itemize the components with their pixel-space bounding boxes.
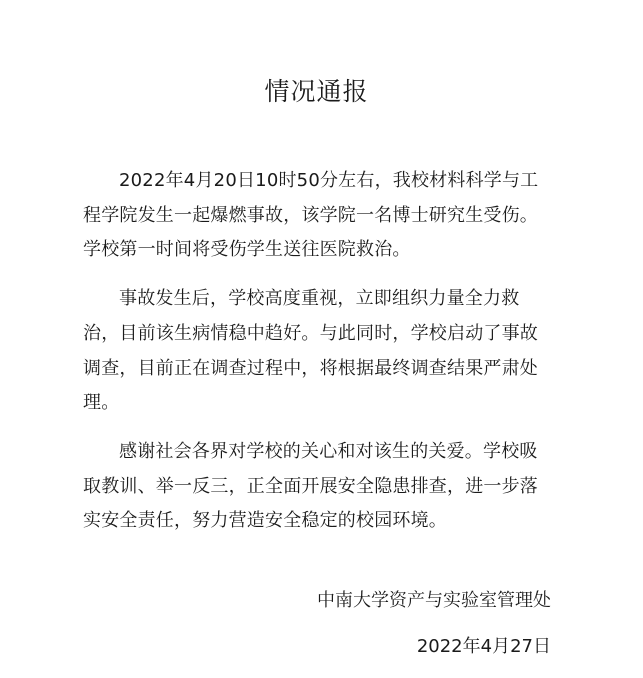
notice-paragraph-2: 事故发生后，学校高度重视，立即组织力量全力救治，目前该生病情稳中趋好。与此同时，学校启动了事故调查，目前正在调查过程中，将根据最终调查结果严肃处理。: [83, 288, 538, 414]
notice-body: [83, 164, 549, 553]
issuer-signature: 中南大学资产与实验室管理处: [317, 590, 551, 611]
notice-title: 情况通报: [264, 77, 369, 106]
issue-date: 2022年4月27日: [416, 636, 551, 657]
notice-paragraph-1: 2022年4月20日10时50分左右，我校材料科学与工程学院发生一起爆燃事故，该学院一名博士研究生受伤。学校第一时间将受伤学生送往医院救治。: [83, 170, 539, 261]
notice-paragraph-3: 感谢社会各界对学校的关心和对该生的关爱。学校吸取教训、举一反三，正全面开展安全隐患排查，进一步落实安全责任，努力营造安全稳定的校园环境。: [83, 440, 538, 532]
